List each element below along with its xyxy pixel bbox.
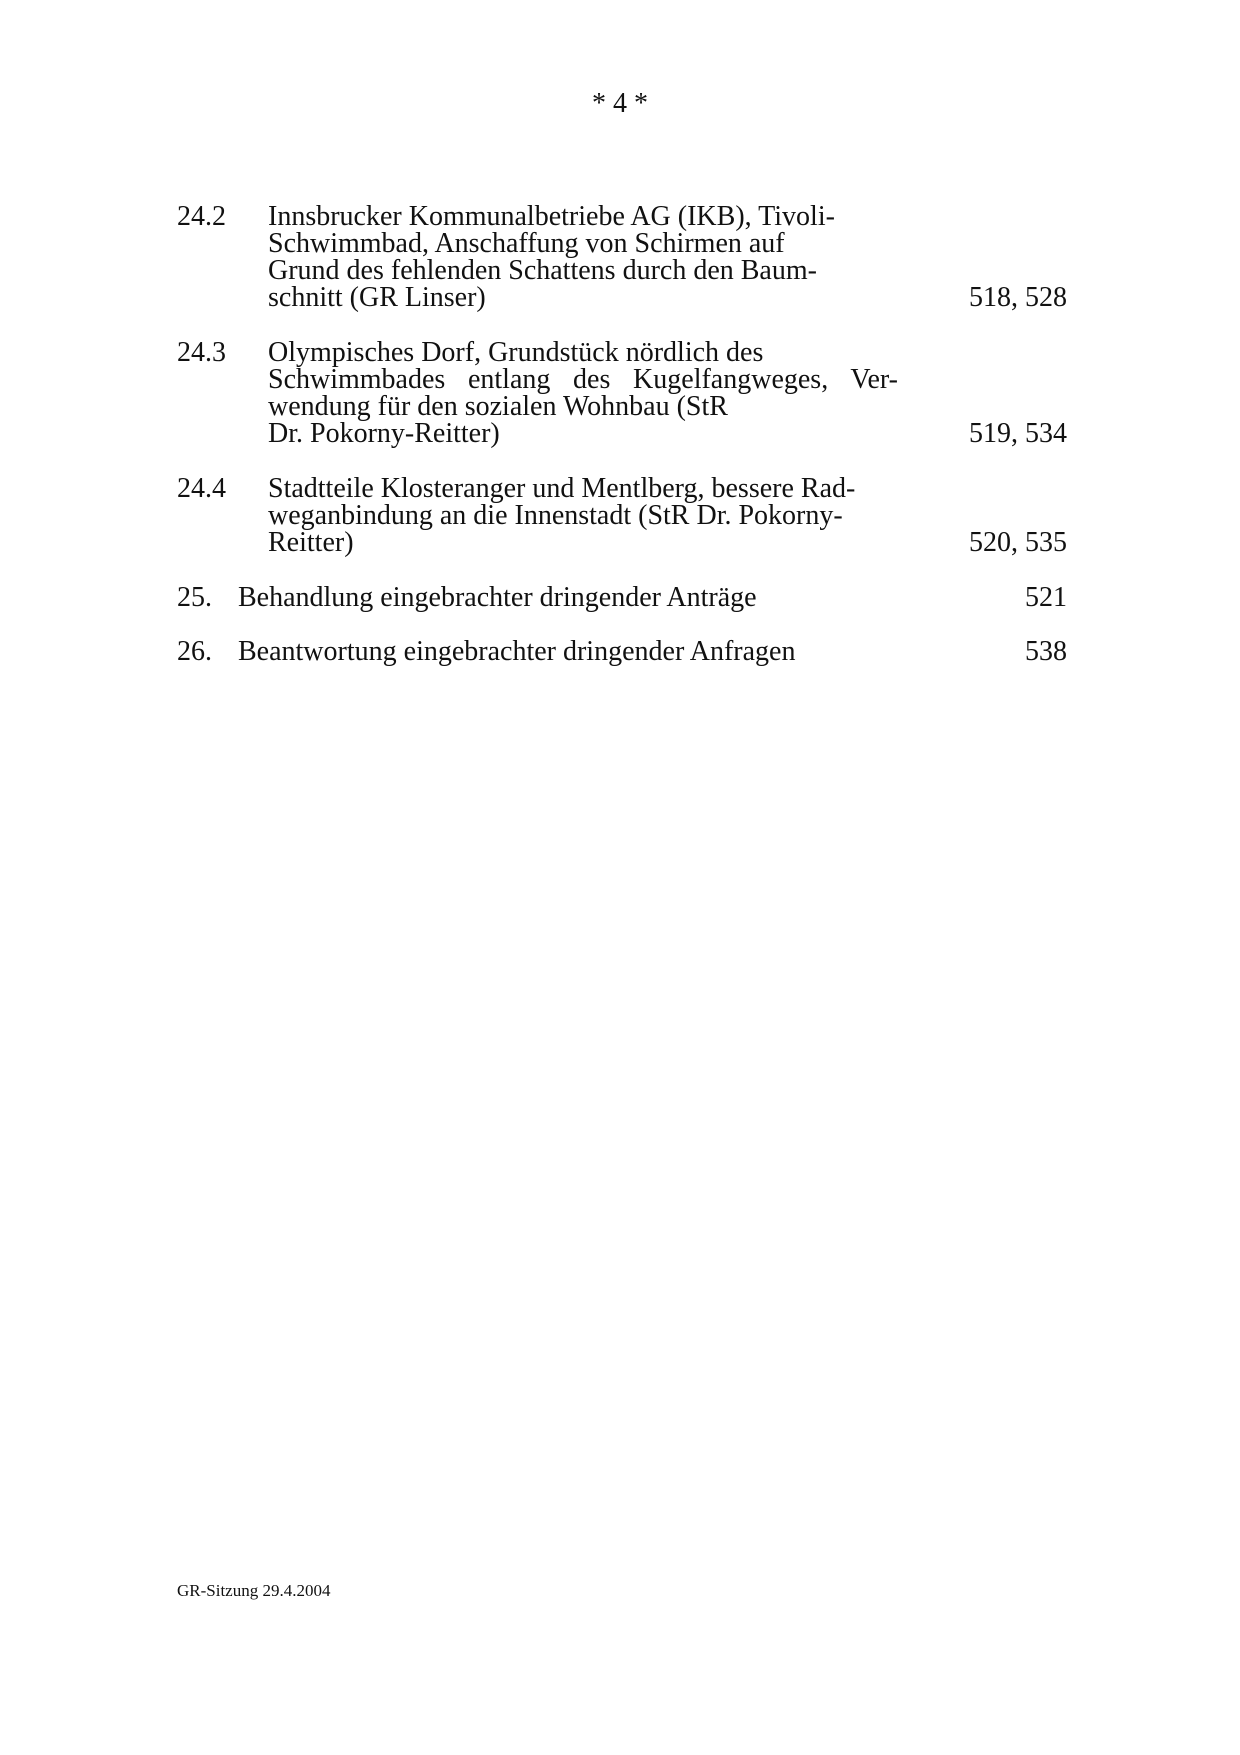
toc-entry-24-3: [177, 339, 1067, 447]
toc-entry-line: weganbindung an die Innenstadt (StR Dr. Pokorny-: [268, 500, 843, 531]
toc-entry-line: Behandlung eingebrachter dringender Anträge: [238, 582, 757, 613]
toc-entry-title: [238, 584, 898, 611]
toc-entry-line: Stadtteile Klosteranger und Mentlberg, bessere Rad-: [268, 473, 856, 504]
toc-entry-line: Reitter): [268, 527, 354, 558]
toc-entry-25: [177, 584, 1067, 611]
toc-entry-pages: 538: [1025, 636, 1067, 667]
toc-entry-pages: 519, 534: [969, 418, 1067, 449]
toc-entry-line: Schwimmbad, Anschaffung von Schirmen auf: [268, 228, 785, 259]
toc-entry-title: [268, 339, 898, 447]
toc-entry-26: [177, 638, 1067, 665]
toc-entry-line: wendung für den sozialen Wohnbau (StR: [268, 391, 728, 422]
toc-entry-number: 24.2: [177, 201, 226, 232]
toc-entry-24-2: [177, 203, 1067, 311]
toc-entry-line: Beantwortung eingebrachter dringender Anfragen: [238, 636, 796, 667]
toc-entry-title: [238, 638, 898, 665]
toc-entry-24-4: [177, 475, 1067, 556]
toc-entry-number: 24.3: [177, 337, 226, 368]
toc-entry-pages: 521: [1025, 582, 1067, 613]
toc-entry-pages: 518, 528: [969, 282, 1067, 313]
toc-entry-line: schnitt (GR Linser): [268, 282, 486, 313]
toc-entry-line: Dr. Pokorny-Reitter): [268, 418, 500, 449]
table-of-contents: [177, 203, 1067, 692]
toc-entry-pages: 520, 535: [969, 527, 1067, 558]
footer-session-date: GR-Sitzung 29.4.2004: [177, 1581, 331, 1600]
toc-entry-number: 26.: [177, 636, 212, 667]
toc-entry-title: [268, 475, 898, 556]
toc-entry-line: Grund des fehlenden Schattens durch den Baum-: [268, 255, 817, 286]
toc-entry-number: 25.: [177, 582, 212, 613]
toc-entry-number: 24.4: [177, 473, 226, 504]
toc-entry-line: Innsbrucker Kommunalbetriebe AG (IKB), Tivoli-: [268, 201, 835, 232]
page-number: * 4 *: [592, 88, 648, 119]
toc-entry-line: Olympisches Dorf, Grundstück nördlich des: [268, 337, 764, 368]
toc-entry-title: [268, 203, 898, 311]
toc-entry-line: Schwimmbades entlang des Kugelfangweges, Ver-: [268, 364, 898, 395]
